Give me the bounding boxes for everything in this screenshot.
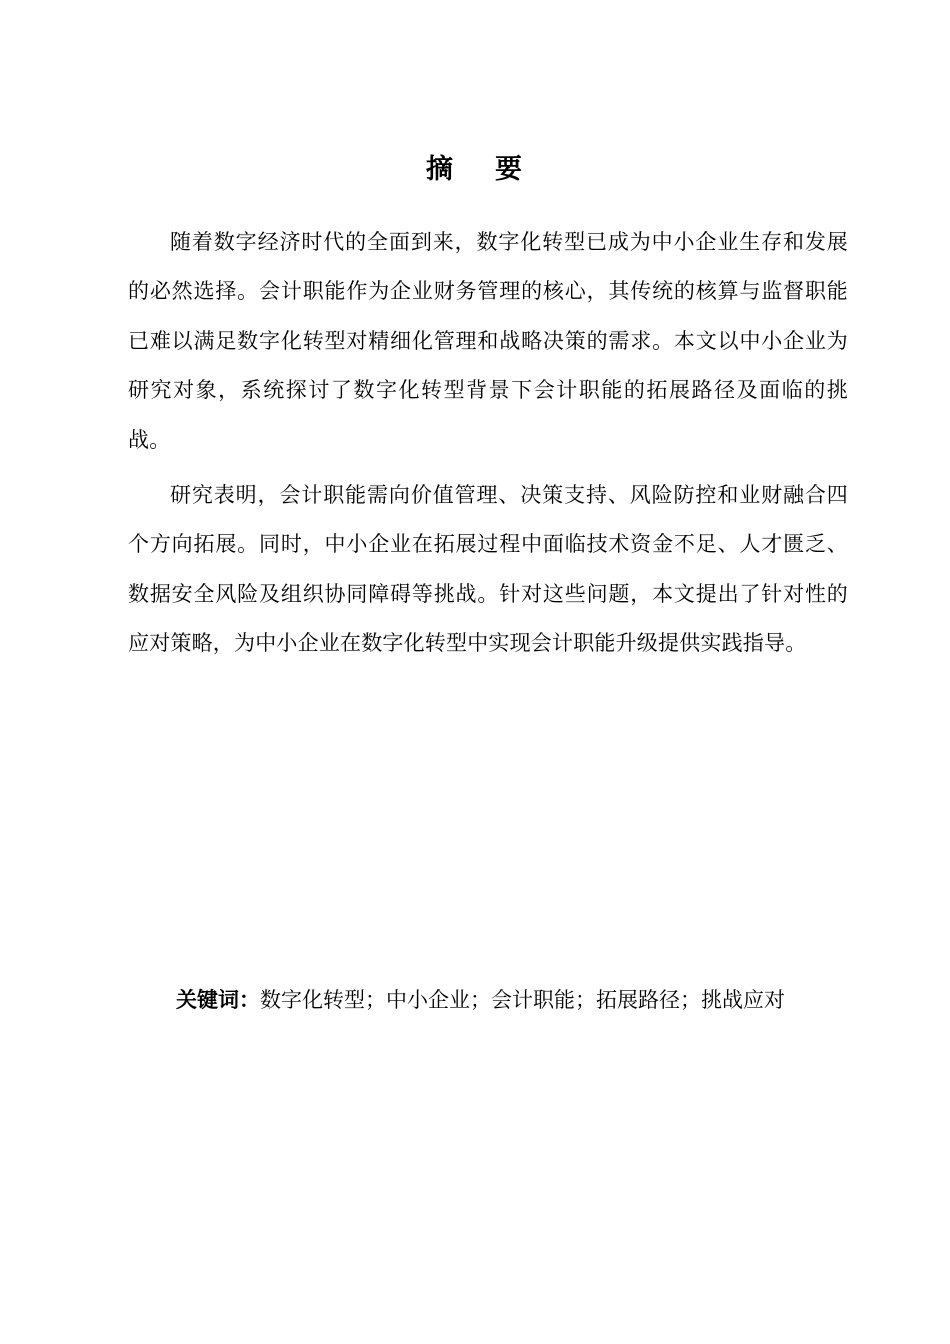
abstract-title-part2: 要 <box>495 154 524 185</box>
abstract-title-part1: 摘 <box>426 154 455 185</box>
abstract-paragraph-2: 研究表明，会计职能需向价值管理、决策支持、风险防控和业财融合四个方向拓展。同时，中小企业在拓展过程中面临技术资金不足、人才匮乏、数据安全风险及组织协同障碍等挑战。针对这些问题，本文提出了针对性的应对策略，为中小企业在数字化转型中实现会计职能升级提供实践指导。 <box>128 483 848 656</box>
abstract-body <box>128 218 848 669</box>
abstract-title <box>0 150 950 190</box>
keywords-text: 数字化转型；中小企业；会计职能；拓展路径；挑战应对 <box>260 988 785 1012</box>
keywords-line <box>176 982 876 1018</box>
abstract-paragraph-1: 随着数字经济时代的全面到来，数字化转型已成为中小企业生存和发展的必然选择。会计职能作为企业财务管理的核心，其传统的核算与监督职能已难以满足数字化转型对精细化管理和战略决策的需求。本文以中小企业为研究对象，系统探讨了数字化转型背景下会计职能的拓展路径及面临的挑战。 <box>128 230 848 452</box>
keywords-label: 关键词： <box>176 988 260 1012</box>
